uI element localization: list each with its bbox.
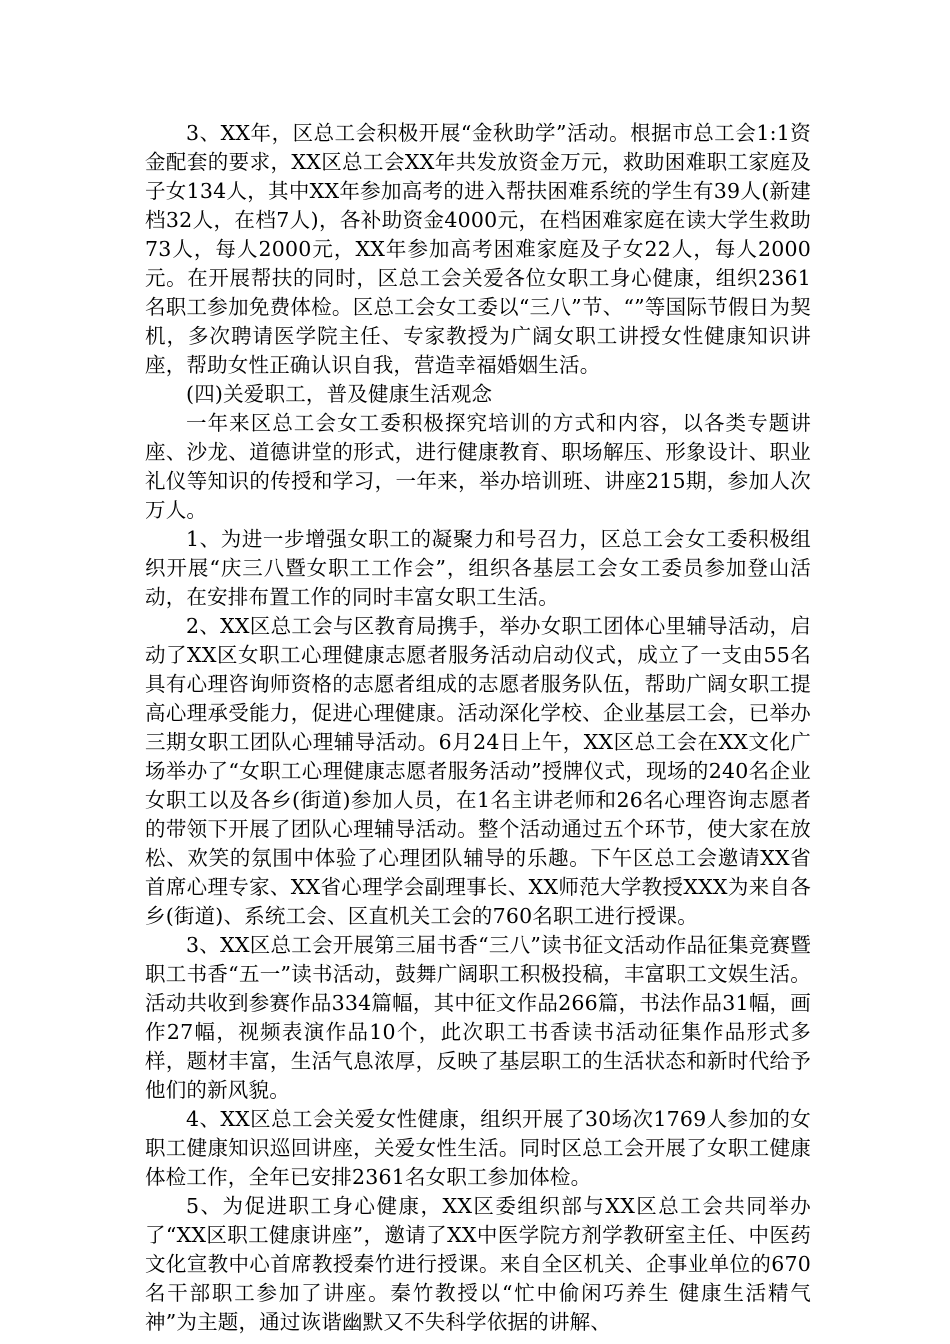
paragraph-item-5: 5、为促进职工身心健康，XX区委组织部与XX区总工会共同举办了“XX区职工健康讲座”，邀请了XX中医学院方剂学教研室主任、中医药文化宣教中心首席教授秦竹进行授课。来自全区机关、企事业单位的670名干部职工参加了讲座。秦竹教授以“忙中偷闲巧养生 健康生活精气神”为主题，通过诙谐幽默又不失科学依据的讲解、 <box>145 1194 811 1334</box>
paragraph-golden-autumn-aid: 3、XX年，区总工会积极开展“金秋助学”活动。根据市总工会1:1资金配套的要求，XX区总工会XX年共发放资金万元，救助困难职工家庭及子女134人，其中XX年参加高考的进入帮扶困难系统的学生有39人(新建档32人，在档7人)，各补助资金4000元，在档困难家庭在读大学生救助73人，每人2000元，XX年参加高考困难家庭及子女22人，每人2000元。在开展帮扶的同时，区总工会关爱各位女职工身心健康，组织2361名职工参加免费体检。区总工会女工委以“三八”节、“”等国际节假日为契机，多次聘请医学院主任、专家教授为广阔女职工讲授女性健康知识讲座，帮助女性正确认识自我，营造幸福婚姻生活。 <box>145 121 811 377</box>
paragraph-item-3: 3、XX区总工会开展第三届书香“三八”读书征文活动作品征集竞赛暨职工书香“五一”读书活动，鼓舞广阔职工积极投稿，丰富职工文娱生活。活动共收到参赛作品334篇幅，其中征文作品266篇，书法作品31幅，画作27幅，视频表演作品10个，此次职工书香读书活动征集作品形式多样，题材丰富，生活气息浓厚，反映了基层职工的生活状态和新时代给予他们的新风貌。 <box>145 933 811 1102</box>
document-body <box>145 119 811 1337</box>
paragraph-training-overview: 一年来区总工会女工委积极探究培训的方式和内容，以各类专题讲座、沙龙、道德讲堂的形式，进行健康教育、职场解压、形象设计、职业礼仪等知识的传授和学习，一年来，举办培训班、讲座215期，参加人次万人。 <box>145 411 811 522</box>
paragraph-item-2: 2、XX区总工会与区教育局携手，举办女职工团体心里辅导活动，启动了XX区女职工心理健康志愿者服务活动启动仪式，成立了一支由55名具有心理咨询师资格的志愿者组成的志愿者服务队伍，帮助广阔女职工提高心理承受能力，促进心理健康。活动深化学校、企业基层工会，已举办三期女职工团队心理辅导活动。6月24日上午，XX区总工会在XX文化广场举办了“女职工心理健康志愿者服务活动”授牌仪式，现场的240名企业女职工以及各乡(街道)参加人员，在1名主讲老师和26名心理咨询志愿者的带领下开展了团队心理辅导活动。整个活动通过五个环节，使大家在放松、欢笑的氛围中体验了心理团队辅导的乐趣。下午区总工会邀请XX省首席心理专家、XX省心理学会副理事长、XX师范大学教授XXX为来自各乡(街道)、系统工会、区直机关工会的760名职工进行授课。 <box>145 614 811 928</box>
paragraph-item-4: 4、XX区总工会关爱女性健康，组织开展了30场次1769人参加的女职工健康知识巡回讲座，关爱女性生活。同时区总工会开展了女职工健康体检工作，全年已安排2361名女职工参加体检。 <box>145 1107 811 1189</box>
section-heading-care-for-workers: (四)关爱职工，普及健康生活观念 <box>186 382 493 406</box>
paragraph-item-1: 1、为进一步增强女职工的凝聚力和号召力，区总工会女工委积极组织开展“庆三八暨女职工工作会”，组织各基层工会女工委员参加登山活动，在安排布置工作的同时丰富女职工生活。 <box>145 527 811 609</box>
